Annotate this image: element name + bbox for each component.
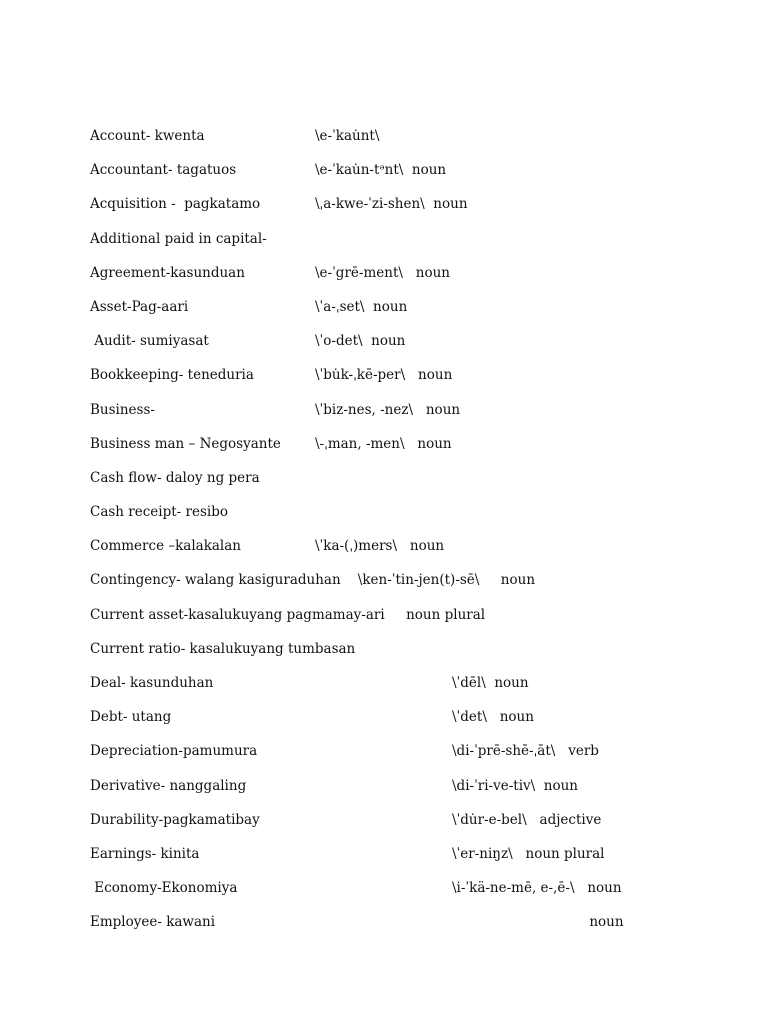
entry-term: Cash receipt- resibo [90,504,228,521]
entry-term: Agreement-kasunduan [90,264,245,281]
entry-term: Bookkeeping- teneduria [90,367,254,384]
entry-term: Economy-Ekonomiya [90,880,238,897]
glossary-entry [90,671,730,705]
entry-pronunciation: \ˈdēl\ noun [452,675,529,691]
entry-term: Earnings- kinita [90,845,200,862]
entry-term: Employee- kawani [90,914,216,931]
entry-pronunciation: \ˈdu̇r-e-bel\ adjective [452,811,602,828]
entry-term: Cash flow- daloy ng pera [90,469,260,486]
glossary-entry [90,295,730,329]
entry-pronunciation: noun [452,914,624,931]
glossary-entry [90,363,730,397]
entry-term: Contingency- walang kasiguraduhan \ken-ˈtin-jen(t)-sē\ noun [90,572,536,589]
entry-pronunciation: \ˈa-ˌset\ noun [315,298,408,315]
entry-term: Depreciation-pamumura [90,743,258,760]
glossary-entry [90,158,730,192]
glossary-entry [90,910,730,944]
glossary-entry [90,808,730,842]
entry-term: Durability-pagkamatibay [90,811,260,828]
entry-term: Asset-Pag-aari [90,298,189,315]
entry-pronunciation: \e-ˈkau̇nt\ [315,128,380,144]
glossary-list [90,124,730,945]
entry-pronunciation: \ˌa-kwe-ˈzi-shen\ noun [315,196,468,213]
entry-pronunciation: \ˈo-det\ noun [315,333,406,350]
entry-term: Commerce –kalakalan [90,538,241,555]
entry-pronunciation: \-ˌman, -men\ noun [315,435,452,452]
entry-pronunciation: \di-ˈprē-shē-ˌāt\ verb [452,743,599,760]
glossary-entry [90,705,730,739]
entry-term: Current asset-kasalukuyang pagmamay-ari noun plural [90,606,486,623]
entry-pronunciation: \ˈdet\ noun [452,709,534,726]
glossary-entry [90,876,730,910]
entry-term: Business- [90,401,155,418]
entry-term: Account- kwenta [90,128,205,144]
entry-term: Additional paid in capital- [90,230,267,247]
glossary-entry [90,568,730,602]
glossary-entry [90,842,730,876]
entry-pronunciation: \e-ˈgrē-ment\ noun [315,264,450,281]
entry-term: Accountant- tagatuos [90,162,237,179]
entry-term: Acquisition - pagkatamo [90,196,261,213]
glossary-entry [90,192,730,226]
entry-pronunciation: \ˈka-(ˌ)mers\ noun [315,538,445,555]
entry-term: Business man – Negosyante [90,435,281,452]
glossary-entry [90,774,730,808]
entry-pronunciation: \ˈbiz-nes, -nez\ noun [315,401,461,418]
entry-term: Debt- utang [90,709,172,726]
entry-pronunciation: \di-ˈri-ve-tiv\ noun [452,777,579,794]
glossary-entry [90,432,730,466]
glossary-entry [90,534,730,568]
entry-term: Current ratio- kasalukuyang tumbasan [90,640,356,657]
entry-pronunciation: \ˈbu̇k-ˌkē-per\ noun [315,367,453,384]
glossary-entry [90,500,730,534]
glossary-entry [90,261,730,295]
entry-term: Deal- kasunduhan [90,675,214,691]
glossary-entry [90,637,730,671]
entry-pronunciation: \e-ˈkau̇n-tᵊnt\ noun [315,162,447,179]
glossary-entry [90,124,730,158]
glossary-entry [90,466,730,500]
glossary-entry [90,329,730,363]
glossary-entry [90,227,730,261]
entry-pronunciation: \i-ˈkä-ne-mē, e-,ē-\ noun [452,880,622,897]
entry-term: Derivative- nanggaling [90,777,247,794]
glossary-entry [90,398,730,432]
entry-pronunciation: \ˈer-niŋz\ noun plural [452,845,605,862]
entry-term: Audit- sumiyasat [90,333,209,350]
glossary-entry [90,739,730,773]
glossary-entry [90,603,730,637]
